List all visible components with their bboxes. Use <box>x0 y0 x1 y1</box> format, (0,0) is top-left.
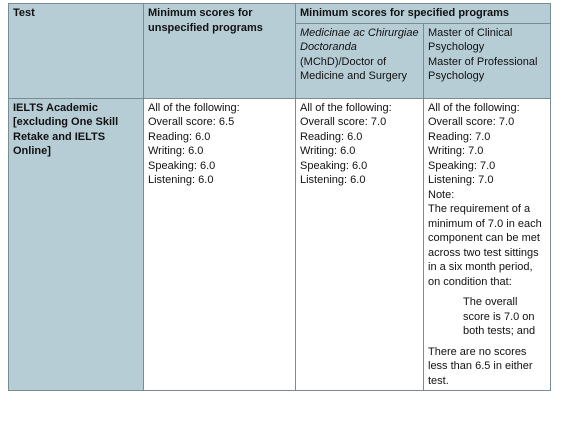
subheader-mchd <box>296 23 424 98</box>
subheader-psychology <box>424 23 551 98</box>
psych-line: All of the following: <box>428 101 520 114</box>
psych-line: Reading: 7.0 <box>428 130 491 143</box>
unspecified-line: Overall score: 6.5 <box>148 116 235 128</box>
header-specified <box>296 4 551 24</box>
ielts-unspecified <box>144 98 296 391</box>
unspecified-line: Reading: 6.0 <box>148 130 211 143</box>
mchd-line: Overall score: 7.0 <box>300 116 387 128</box>
ielts-mchd <box>296 98 424 391</box>
unspecified-line: Writing: 6.0 <box>148 145 204 157</box>
header-test-label: Test <box>13 7 35 19</box>
mchd-italic-name: Medicinae ac Chirurgiae Doctoranda <box>300 26 419 53</box>
ielts-psychology <box>424 98 551 391</box>
mchd-line: Reading: 6.0 <box>300 130 363 143</box>
psych-line: Overall score: 7.0 <box>428 116 515 128</box>
psych-line: Writing: 7.0 <box>428 145 484 157</box>
psych-condition-overall: The overall score is 7.0 on both tests; and <box>463 296 536 337</box>
professional-psychology-name: Master of Professional Psychology <box>428 55 538 82</box>
english-requirements-table <box>8 3 551 391</box>
header-unspecified-label: Minimum scores for unspecified programs <box>148 7 263 34</box>
unspecified-line: All of the following: <box>148 101 240 114</box>
mchd-line: Speaking: 6.0 <box>300 159 368 172</box>
psych-condition-min-score: There are no scores less than 6.5 in either test. <box>428 345 533 387</box>
ielts-test-label: IELTS Academic [excluding One Skill Retake and IELTS Online] <box>13 101 119 157</box>
header-unspecified <box>144 4 296 99</box>
psych-line: Listening: 7.0 <box>428 174 494 186</box>
mchd-line: Writing: 6.0 <box>300 145 356 157</box>
header-specified-label: Minimum scores for specified programs <box>300 7 510 19</box>
clinical-psychology-name: Master of Clinical Psychology <box>428 26 513 53</box>
header-test <box>9 4 144 99</box>
unspecified-line: Listening: 6.0 <box>148 174 214 186</box>
requirements-table-wrapper <box>8 3 551 391</box>
unspecified-line: Speaking: 6.0 <box>148 159 216 172</box>
ielts-test-name <box>9 98 144 391</box>
mchd-line: All of the following: <box>300 101 392 114</box>
psych-note-text: The requirement of a minimum of 7.0 in each component can be met across two test sittings in a six month period, on condition that: <box>428 203 542 288</box>
psych-line: Speaking: 7.0 <box>428 159 496 172</box>
header-row <box>9 4 551 24</box>
mchd-line: Listening: 6.0 <box>300 174 366 186</box>
mchd-rest-name: (MChD)/Doctor of Medicine and Surgery <box>300 55 408 82</box>
psych-note-label: Note: <box>428 188 455 201</box>
ielts-row <box>9 98 551 391</box>
